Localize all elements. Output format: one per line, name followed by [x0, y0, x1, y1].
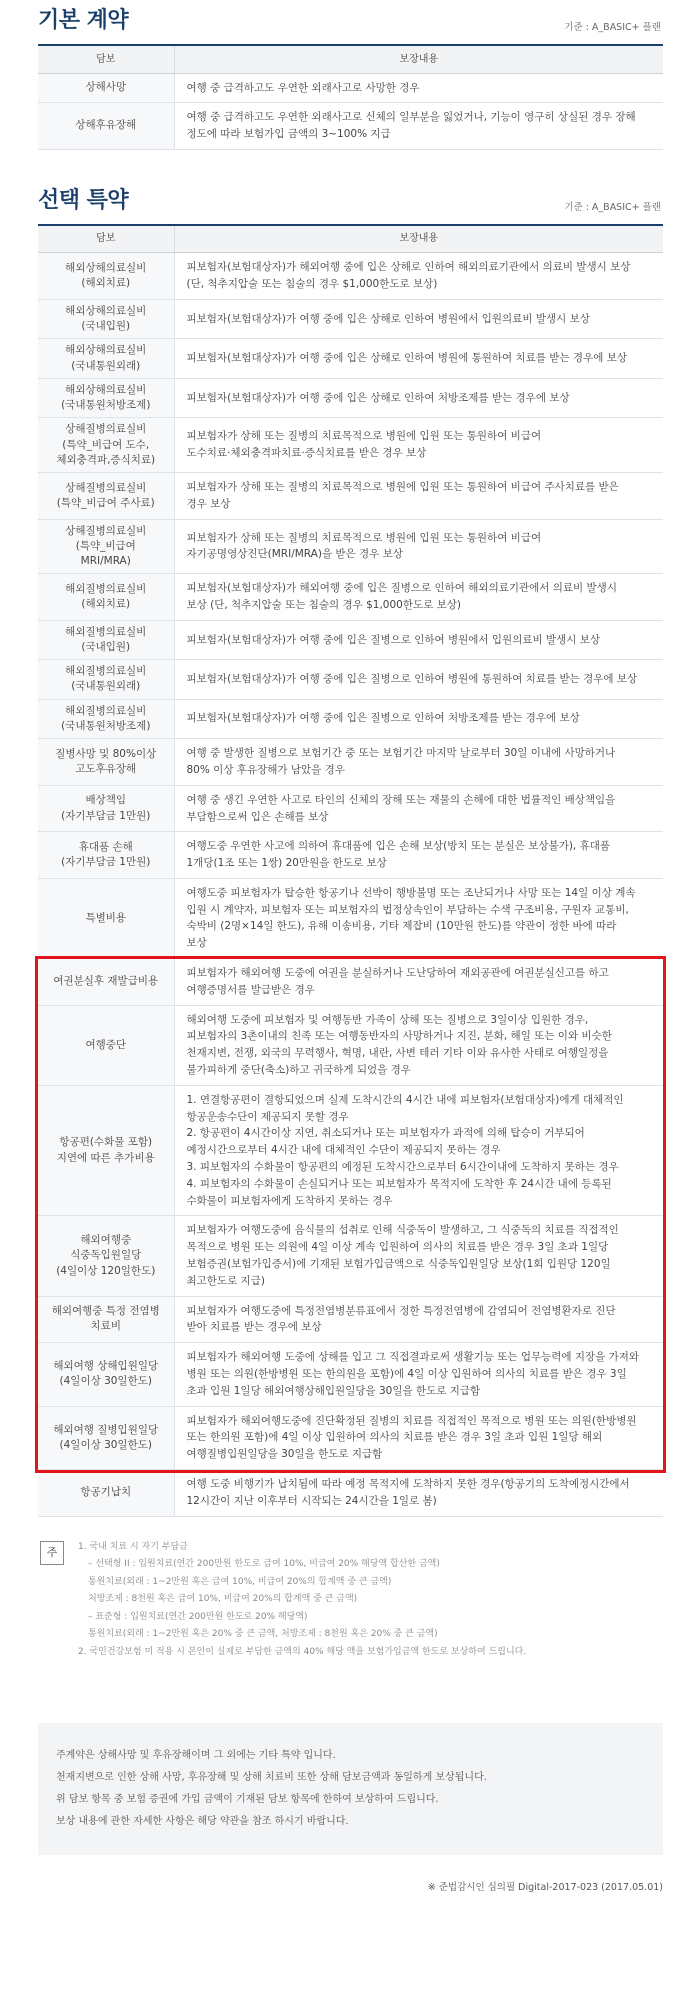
coverage-row — [38, 832, 663, 879]
optional-section-header — [38, 180, 663, 226]
coverage-name — [38, 660, 174, 699]
coverage-description — [174, 660, 663, 699]
coverage-name — [38, 418, 174, 473]
coverage-name-line: 해외질병의료실비 — [65, 625, 147, 638]
coverage-description-line: 보상 (단, 척추지압술 또는 침술의 경우 $1,000한도로 보상) — [186, 599, 461, 611]
coverage-description — [174, 785, 663, 832]
coverage-name — [38, 103, 174, 150]
coverage-description — [174, 1005, 663, 1085]
coverage-description-line: 여행도중 우연한 사고에 의하여 휴대품에 입은 손해 보상(방치 또는 분실은 보상불가), 휴대품 — [186, 840, 611, 853]
coverage-row — [38, 299, 663, 338]
coverage-name-line: 해외상해의료실비 — [65, 261, 147, 274]
coverage-name-line: 해외여행 상해입원일당 — [53, 1360, 159, 1373]
coverage-description — [174, 832, 663, 879]
optional-section-title: 선택 특약 — [38, 187, 129, 213]
coverage-description — [174, 299, 663, 338]
coverage-row — [38, 699, 663, 738]
coverage-row — [38, 785, 663, 832]
coverage-name-line: 치료비 — [90, 1320, 121, 1333]
coverage-description-line: 도수치료·체외충격파치료·증식치료를 받은 경우 보상 — [186, 447, 427, 460]
coverage-description-line: 피보험자가 해외여행 도중에 여권을 분실하거나 도난당하여 재외공관에 여권분실신고를 하고 — [186, 967, 609, 980]
coverage-description-line: 부담함으로써 입은 손해를 보상 — [186, 810, 329, 823]
coverage-name-line: 식중독입원일당 — [70, 1249, 142, 1262]
coverage-description-line: 정도에 따라 보험가입 금액의 3~100% 지급 — [186, 128, 391, 141]
notice-box — [38, 1723, 663, 1855]
coverage-name — [38, 73, 174, 103]
coverage-row — [38, 1005, 663, 1085]
coverage-description-line: 여행 중 발생한 질병으로 보험기간 중 또는 보험기간 마지막 날로부터 30일 이내에 사망하거나 — [186, 747, 616, 760]
col-header-details: 보장내용 — [174, 226, 663, 253]
notice-line: 위 담보 항목 중 보험 증권에 가입 금액이 기재된 담보 항목에 한하여 보상하여 드립니다. — [56, 1794, 439, 1806]
coverage-description-line: 피보험자(보험대상자)가 여행 중에 입은 상해로 인하여 병원에 통원하여 치료를 받는 경우에 보상 — [186, 352, 627, 365]
coverage-description-line: 여행질병입원일당을 30일을 한도로 지급함 — [186, 1448, 383, 1461]
coverage-description-line: 숙박비 (2명×14일 한도), 유해 이송비용, 기타 제잡비 (10만원 한도)를 약관이 정한 바에 따라 — [186, 920, 617, 933]
coverage-name — [38, 1005, 174, 1085]
coverage-description — [174, 418, 663, 473]
coverage-name-line: 해외상해의료실비 — [65, 383, 147, 396]
coverage-name-line: (4일이상 30일한도) — [59, 1438, 152, 1451]
coverage-name-line: MRI/MRA) — [80, 554, 131, 567]
coverage-name-line: (4일이상 30일한도) — [59, 1375, 152, 1388]
coverage-name — [38, 378, 174, 417]
coverage-description-line: 예정시간으로부터 4시간 내에 대체적인 수단이 제공되지 못하는 경우 — [186, 1144, 501, 1157]
coverage-description-line: 피보험자(보험대상자)가 여행 중에 입은 질병으로 인하여 처방조제를 받는 경우에 보상 — [186, 712, 580, 725]
coverage-description-line: 피보험자가 여행도중에 음식물의 섭취로 인해 식중독이 발생하고, 그 식중독의 치료를 직접적인 — [186, 1224, 619, 1237]
coverage-description-line: 여행 중 생긴 우연한 사고로 타인의 신체의 장해 또는 재물의 손해에 대한 법률적인 배상책임을 — [186, 793, 616, 806]
coverage-name-line: (국내입원) — [81, 641, 131, 654]
coverage-name — [38, 1085, 174, 1216]
coverage-description-line: 항공운송수단이 제공되지 못할 경우 — [186, 1110, 349, 1123]
coverage-description-line: 입원 시 계약자, 피보험자 또는 피보험자의 법정상속인이 부담하는 수색 구조비용, 구원자 교통비, — [186, 903, 629, 916]
coverage-description-line: 자기공명영상진단(MRI/MRA)을 받은 경우 보상 — [186, 548, 403, 561]
coverage-name-line: 해외상해의료실비 — [65, 344, 147, 357]
coverage-description-line: 피보험자가 상해 또는 질병의 치료목적으로 병원에 입원 또는 통원하여 비급여 주사치료를 받은 — [186, 480, 619, 493]
coverage-description — [174, 1406, 663, 1469]
coverage-description — [174, 253, 663, 300]
coverage-description-line: 80% 이상 후유장해가 남았을 경우 — [186, 763, 345, 776]
coverage-description-line: 4. 피보험자의 수화물이 손실되거나 또는 피보험자가 목적지에 도착한 후 24시간 내에 등록된 — [186, 1177, 612, 1190]
coverage-description-line: 피보험자(보험대상자)가 해외여행 중에 입은 질병으로 인하여 해외의료기관에서 의료비 발생시 — [186, 582, 617, 595]
coverage-description-line: 피보험자(보험대상자)가 여행 중에 입은 질병으로 인하여 병원에 통원하여 치료를 받는 경우에 보상 — [186, 673, 638, 686]
coverage-description — [174, 73, 663, 103]
coverage-name — [38, 519, 174, 574]
coverage-description — [174, 339, 663, 378]
coverage-name — [38, 878, 174, 958]
coverage-name-line: 해외상해의료실비 — [65, 304, 147, 317]
coverage-description — [174, 1216, 663, 1296]
coverage-name-line: (해외치료) — [81, 598, 131, 610]
coverage-row — [38, 472, 663, 519]
coverage-description — [174, 472, 663, 519]
coverage-description-line: 여행도중 피보험자가 탑승한 항공기나 선박이 행방불명 또는 조난되거나 사망 또는 14일 이상 계속 — [186, 886, 636, 899]
coverage-row — [38, 574, 663, 621]
coverage-description-line: 받아 치료를 받는 경우에 보상 — [186, 1321, 322, 1334]
coverage-row — [38, 73, 663, 103]
col-header-coverage: 담보 — [38, 46, 174, 73]
coverage-name-line: (특약_비급여 — [75, 539, 136, 552]
coverage-description-line: 피보험자가 해외여행도중에 진단확정된 질병의 치료를 직접적인 목적으로 병원 또는 의원(한방병원 — [186, 1414, 637, 1427]
coverage-row — [38, 253, 663, 300]
note-line: – 표준형 : 입원치료(연간 200만원 한도로 20% 해당액) — [88, 1611, 308, 1622]
notice-line: 천재지변으로 인한 상해 사망, 후유장해 및 상해 치료비 또한 상해 담보금액과 동일하게 보상됩니다. — [56, 1772, 487, 1784]
coverage-description-line: 초과 입원 1일당 해외여행상해입원일당을 30일을 한도로 지급함 — [186, 1384, 481, 1397]
coverage-name-line: (특약_비급여 도수, — [62, 438, 150, 451]
coverage-name — [38, 959, 174, 1006]
coverage-description-line: 최고한도로 지급) — [186, 1274, 265, 1287]
coverage-name-line: 상해후유장해 — [75, 119, 137, 132]
coverage-name-line: (자기부담금 1만원) — [61, 809, 151, 822]
optional-coverage-table — [38, 226, 663, 1517]
coverage-row — [38, 620, 663, 659]
coverage-name-line: 상해사망 — [85, 81, 127, 94]
coverage-row — [38, 739, 663, 786]
coverage-description-line: 피보험자가 상해 또는 질병의 치료목적으로 병원에 입원 또는 통원하여 비급여 — [186, 531, 542, 544]
note-line: 1. 국내 치료 시 자기 부담금 — [78, 1541, 188, 1552]
coverage-row — [38, 1216, 663, 1296]
coverage-description — [174, 1470, 663, 1517]
coverage-name-line: 해외여행중 특정 전염병 — [51, 1305, 160, 1318]
coverage-description — [174, 878, 663, 958]
coverage-name-line: 상해질병의료실비 — [65, 524, 147, 537]
basic-section-header — [38, 0, 663, 46]
coverage-description-line: 피보험자가 여행도중에 특정전염병분류표에서 정한 특정전염병에 감염되어 전염병환자로 진단 — [186, 1304, 616, 1317]
coverage-description — [174, 574, 663, 621]
coverage-name-line: 상해질병의료실비 — [65, 481, 147, 494]
coverage-description-line: 피보험자(보험대상자)가 여행 중에 입은 상해로 인하여 처방조제를 받는 경우에 보상 — [186, 391, 570, 404]
coverage-description-line: 2. 항공편이 4시간이상 지연, 취소되거나 또는 피보험자가 과적에 의해 탑승이 거부되어 — [186, 1127, 585, 1140]
footnote — [38, 1539, 663, 1662]
optional-plan-basis: 기준 : A_BASIC+ 플랜 — [564, 202, 661, 214]
coverage-description — [174, 620, 663, 659]
coverage-description-line: 수화물이 피보험자에게 도착하지 못하는 경우 — [186, 1194, 393, 1207]
coverage-row — [38, 378, 663, 417]
coverage-description — [174, 699, 663, 738]
coverage-name-line: 지연에 따른 추가비용 — [56, 1151, 155, 1164]
coverage-description-line: 목적으로 병원 또는 의원에 4일 이상 계속 입원하여 의사의 치료를 받은 경우 3일 초과 1일당 — [186, 1241, 609, 1254]
coverage-name-line: (국내통원처방조제) — [61, 719, 151, 732]
coverage-name — [38, 472, 174, 519]
coverage-name — [38, 832, 174, 879]
compliance-approval: ※ 준법감시인 심의필 Digital-2017-023 (2017.05.01) — [427, 1882, 663, 1894]
col-header-details: 보장내용 — [174, 46, 663, 73]
coverage-description — [174, 378, 663, 417]
coverage-row — [38, 878, 663, 958]
coverage-description-line: 여행 도중 비행기가 납치됨에 따라 예정 목적지에 도착하지 못한 경우(항공기의 도착예정시간에서 — [186, 1478, 630, 1490]
coverage-row — [38, 1343, 663, 1406]
coverage-description-line: 보상 — [186, 937, 207, 950]
note-body — [78, 1539, 526, 1662]
coverage-description-line: 여행 중 급격하고도 우연한 외래사고로 신체의 일부분을 잃었거나, 기능이 영구히 상실된 경우 장해 — [186, 111, 636, 124]
coverage-row — [38, 339, 663, 378]
coverage-name — [38, 339, 174, 378]
coverage-name — [38, 1343, 174, 1406]
coverage-name-line: 체외충격파,증식치료) — [56, 453, 156, 466]
coverage-description-line: 해외여행 도중에 피보험자 및 여행동반 가족이 상해 또는 질병으로 3일이상 입원한 경우, — [186, 1013, 589, 1026]
note-line: – 선택형 II : 입원치료(연간 200만원 한도로 급여 10%, 비급여 20% 해당액 합산한 금액) — [88, 1559, 440, 1570]
coverage-name-line: (국내통원외래) — [71, 359, 141, 372]
coverage-name — [38, 574, 174, 621]
coverage-description-line: 천재지변, 전쟁, 외국의 무력행사, 혁명, 내란, 사변 테러 기타 이와 유사한 사태로 여행일정을 — [186, 1047, 609, 1060]
coverage-name-line: (국내통원외래) — [71, 680, 141, 693]
coverage-name-line: 항공편(수화물 포함) — [59, 1136, 153, 1149]
coverage-name-line: 해외질병의료실비 — [65, 704, 147, 717]
coverage-description — [174, 1296, 663, 1343]
coverage-description-line: 피보험자(보험대상자)가 여행 중에 입은 질병으로 인하여 병원에서 입원의료비 발생시 보상 — [186, 633, 601, 646]
coverage-name-line: (특약_비급여 주사료) — [56, 496, 155, 509]
coverage-name-line: 항공기납치 — [80, 1486, 132, 1499]
coverage-name-line: 여행중단 — [85, 1038, 127, 1051]
coverage-name — [38, 1216, 174, 1296]
coverage-description-line: 피보험자가 해외여행 도중에 상해를 입고 그 직접결과로써 생활기능 또는 업무능력에 지장을 가져와 — [186, 1351, 640, 1364]
coverage-name — [38, 620, 174, 659]
note-badge: 주 — [40, 1541, 64, 1565]
coverage-name — [38, 699, 174, 738]
coverage-name-line: 상해질병의료실비 — [65, 423, 147, 436]
coverage-description-line: 12시간이 지난 이후부터 시작되는 24시간을 1일로 봄) — [186, 1494, 437, 1507]
notice-line: 보상 내용에 관한 자세한 사항은 해당 약관을 참조 하시기 바랍니다. — [56, 1816, 349, 1828]
coverage-name-line: (해외치료) — [81, 277, 131, 290]
coverage-description-line: 경우 보상 — [186, 497, 231, 510]
coverage-description — [174, 959, 663, 1006]
coverage-description-line: 여행 중 급격하고도 우연한 외래사고로 사망한 경우 — [186, 81, 420, 94]
coverage-description-line: 피보험자(보험대상자)가 해외여행 중에 입은 상해로 인하여 해외의료기관에서 의료비 발생시 보상 — [186, 261, 631, 274]
coverage-description — [174, 519, 663, 574]
coverage-name-line: (4일이상 120일한도) — [56, 1264, 156, 1277]
coverage-description-line: 또는 한의원 포함)에 4일 이상 입원하여 의사의 치료를 받은 경우 3일 초과 입원 1일당 해외 — [186, 1431, 603, 1444]
coverage-name-line: 해외여행중 — [80, 1234, 132, 1247]
coverage-description — [174, 739, 663, 786]
coverage-description-line: 불가피하게 중단(축소)하고 귀국하게 되었을 경우 — [186, 1064, 411, 1077]
coverage-name — [38, 253, 174, 300]
coverage-name — [38, 299, 174, 338]
col-header-coverage: 담보 — [38, 226, 174, 253]
coverage-name-line: 여권분실후 재발급비용 — [53, 975, 159, 988]
coverage-name-line: 특별비용 — [85, 911, 127, 924]
coverage-row — [38, 660, 663, 699]
coverage-name-line: 해외여행 질병입원일당 — [53, 1423, 159, 1436]
note-line: 통원치료(외래 : 1~2만원 혹은 급여 10%, 비급여 20%의 합계액 중 큰 금액) — [88, 1576, 392, 1587]
coverage-name-line: 휴대품 손해 — [78, 840, 133, 853]
coverage-row — [38, 1296, 663, 1343]
coverage-name — [38, 1406, 174, 1469]
coverage-row — [38, 1406, 663, 1469]
basic-plan-basis: 기준 : A_BASIC+ 플랜 — [564, 22, 661, 34]
coverage-name-line: (자기부담금 1만원) — [61, 856, 151, 869]
coverage-name-line: 질병사망 및 80%이상 — [55, 747, 157, 760]
coverage-name — [38, 739, 174, 786]
coverage-description — [174, 1085, 663, 1216]
coverage-name-line: 해외질병의료실비 — [65, 582, 147, 595]
coverage-description — [174, 103, 663, 150]
coverage-name-line: (국내통원처방조제) — [61, 399, 151, 412]
note-line: 통원치료(외래 : 1~2만원 혹은 20% 중 큰 금액, 처방조제 : 8천원 혹은 20% 중 큰 금액) — [88, 1629, 438, 1640]
coverage-description-line: 3. 피보험자의 수화물이 항공편의 예정된 도착시간으로부터 6시간이내에 도착하지 못하는 경우 — [186, 1161, 619, 1174]
coverage-description-line: 여행증명서를 발급받은 경우 — [186, 983, 315, 996]
coverage-description-line: 피보험자가 상해 또는 질병의 치료목적으로 병원에 입원 또는 통원하여 비급여 — [186, 430, 542, 443]
coverage-description-line: 1개당(1조 또는 1쌍) 20만원을 한도로 보상 — [186, 857, 387, 870]
coverage-name — [38, 1296, 174, 1343]
coverage-description-line: (단, 척추지압술 또는 침술의 경우 $1,000한도로 보상) — [186, 278, 438, 291]
coverage-description-line: 피보험자(보험대상자)가 여행 중에 입은 상해로 인하여 병원에서 입원의료비 발생시 보상 — [186, 312, 590, 325]
coverage-row — [38, 519, 663, 574]
coverage-name-line: 해외질병의료실비 — [65, 665, 147, 678]
coverage-description-line: 피보험자의 3촌이내의 친족 또는 여행동반자의 사망하거나 지진, 분화, 해일 또는 이와 비슷한 — [186, 1030, 612, 1043]
coverage-name-line: 배상책임 — [85, 794, 127, 807]
coverage-row — [38, 1085, 663, 1216]
coverage-row — [38, 1470, 663, 1517]
coverage-description — [174, 1343, 663, 1406]
note-line: 처방조제 : 8천원 혹은 급여 10%, 비급여 20%의 합계액 중 큰 금액) — [88, 1594, 358, 1605]
coverage-name — [38, 1470, 174, 1517]
coverage-name-line: (국내입원) — [81, 320, 131, 333]
coverage-description-line: 병원 또는 의원(한방병원 또는 한의원을 포함)에 4일 이상 입원하여 의사의 치료를 받은 경우 3일 — [186, 1368, 627, 1381]
coverage-row — [38, 959, 663, 1006]
coverage-name — [38, 785, 174, 832]
note-line: 2. 국민건강보험 미 적용 시 본인이 실제로 부담한 금액의 40% 해당 액을 보험가입금액 한도로 보상하여 드립니다. — [78, 1646, 527, 1657]
coverage-description-line: 1. 연결항공편이 결항되었으며 실제 도착시간의 4시간 내에 피보험자(보험대상자)에게 대체적인 — [186, 1093, 624, 1106]
coverage-description-line: 보험증권(보험가입증서)에 기재된 보험가입금액으로 식중독입원일당 보상(1회 입원당 120일 — [186, 1258, 611, 1271]
basic-section-title: 기본 계약 — [38, 7, 129, 33]
coverage-name-line: 고도후유장해 — [75, 762, 137, 775]
coverage-row — [38, 103, 663, 150]
coverage-row — [38, 418, 663, 473]
notice-line: 주계약은 상해사망 및 후유장해이며 그 외에는 기타 특약 입니다. — [56, 1750, 336, 1762]
basic-coverage-table — [38, 46, 663, 150]
